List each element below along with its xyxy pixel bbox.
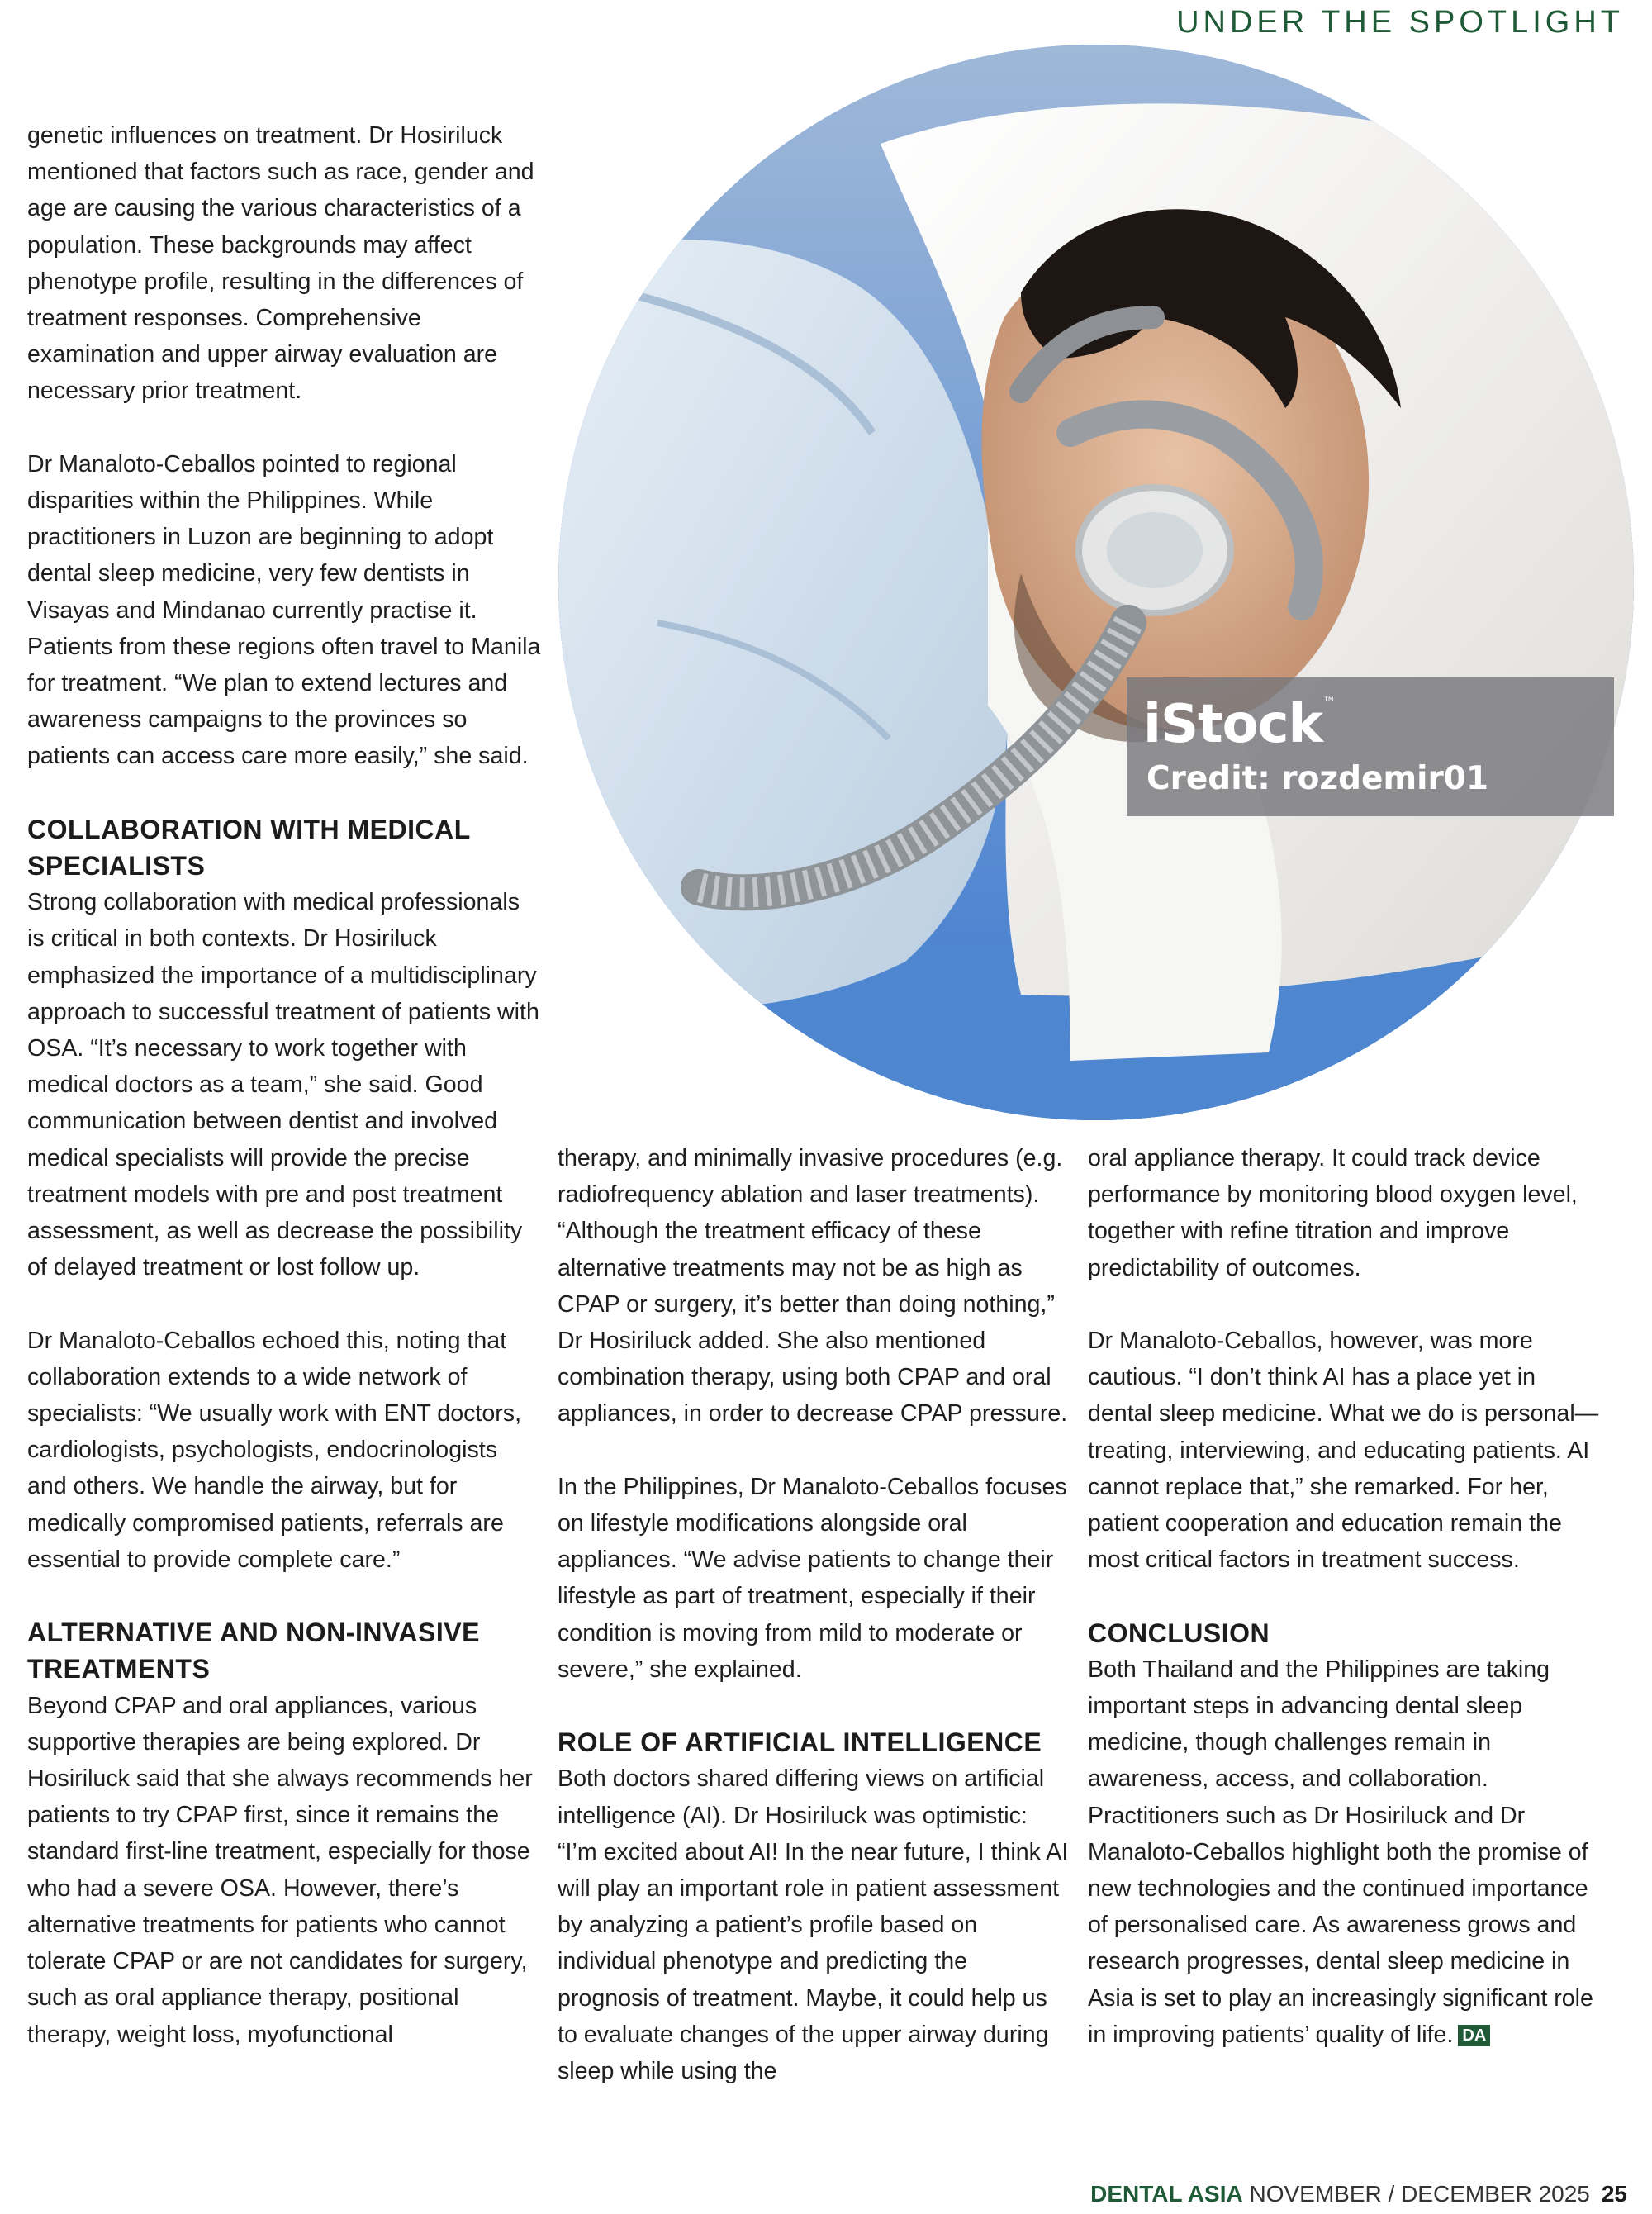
article-column-2 [558, 1140, 1071, 2089]
section-heading-alternative-treatments: ALTERNATIVE AND NON-INVASIVE TREATMENTS [27, 1618, 480, 1684]
issue-date: NOVEMBER / DECEMBER 2025 [1242, 2181, 1590, 2207]
trademark-mark: ™ [1322, 694, 1336, 710]
section-label: UNDER THE SPOTLIGHT [1176, 5, 1624, 40]
page-number: 25 [1601, 2181, 1627, 2207]
conclusion-text: Both Thailand and the Philippines are taking important steps in advancing dental sleep medicine, though challenges remain in awareness, access, and collaboration. Practitioners such as Dr Hosiriluck and Dr Manaloto-Ceballos highlight both the promise of new technologies and the continued importance of personalised care. As awareness grows and research progresses, dental sleep medicine in Asia is set to play an increasingly significant role in improving patients’ quality of life. [1088, 1656, 1593, 2048]
article-column-3 [1088, 1140, 1602, 2053]
body-paragraph: therapy, and minimally invasive procedures (e.g. radiofrequency ablation and laser treatments). “Although the treatment efficacy of these alternative treatments may not be as high as CPAP or surgery, it’s better than doing nothing,” Dr Hosiriluck added. She also mentioned combination therapy, using both CPAP and oral appliances, in order to decrease CPAP pressure. [558, 1145, 1068, 1428]
section-heading-collaboration: COLLABORATION WITH MEDICAL SPECIALISTS [27, 814, 471, 881]
body-paragraph: In the Philippines, Dr Manaloto-Ceballos focuses on lifestyle modifications alongside oral appliances. “We advise patients to change their lifestyle as part of treatment, especially if their condition is moving from mild to moderate or severe,” she explained. [558, 1473, 1067, 1683]
istock-logo: iStock™ [1143, 694, 1336, 755]
istock-watermark [1127, 677, 1614, 816]
photo-credit: Credit: rozdemir01 [1146, 760, 1489, 797]
body-paragraph: Dr Manaloto-Ceballos, however, was more cautious. “I don’t think AI has a place yet in dental sleep medicine. What we do is personal—treating, interviewing, and educating patients. AI cannot replace that,” she remarked. For her, patient cooperation and education remain the most critical factors in treatment success. [1088, 1328, 1599, 1574]
body-paragraph: Dr Manaloto-Ceballos pointed to regional disparities within the Philippines. While practitioners in Luzon are beginning to adopt dental sleep medicine, very few dentists in Visayas and Mindanao currently practise it. Patients from these regions often travel to Manila for treatment. “We plan to extend lectures and awareness campaigns to the provinces so patients can access care more easily,” she said. [27, 450, 541, 770]
body-paragraph: Both doctors shared differing views on artificial intelligence (AI). Dr Hosiriluck was optimistic: “I’m excited about AI! In the near future, I think AI will play an important role in patient assessment by analyzing a patient’s profile based on individual phenotype and predicting the prognosis of treatment. Maybe, it could help us to evaluate changes of the upper airway during sleep while using the [558, 1765, 1069, 2085]
body-paragraph [1088, 1651, 1602, 2053]
article-column-1 [27, 117, 541, 2053]
page-footer [1090, 2181, 1627, 2207]
end-mark-badge: DA [1458, 2025, 1490, 2046]
body-paragraph: oral appliance therapy. It could track device performance by monitoring blood oxygen level, together with refine titration and improve predictability of outcomes. [1088, 1145, 1578, 1281]
section-heading-ai: ROLE OF ARTIFICIAL INTELLIGENCE [558, 1727, 1042, 1758]
feature-photo [558, 45, 1634, 1120]
cpap-sleeper-illustration [558, 45, 1634, 1120]
body-paragraph: Dr Manaloto-Ceballos echoed this, noting that collaboration extends to a wide network of specialists: “We usually work with ENT doctors, cardiologists, psychologists, endocrinologists and others. We handle the airway, but for medically compromised patients, referrals are essential to provide complete care.” [27, 1327, 522, 1573]
body-paragraph: Beyond CPAP and oral appliances, various supportive therapies are being explored. Dr Hosiriluck said that she always recommends her patients to try CPAP first, since it remains the standard first-line treatment, especially for those who had a severe OSA. However, there’s alternative treatments for patients who cannot tolerate CPAP or are not candidates for surgery, such as oral appliance therapy, positional therapy, weight loss, myofunctional [27, 1692, 533, 2048]
body-paragraph: Strong collaboration with medical professionals is critical in both contexts. Dr Hosiriluck emphasized the importance of a multidisciplinary approach to successful treatment of patients with OSA. “It’s necessary to work together with medical doctors as a team,” she said. Good communication between dentist and involved medical specialists will provide the precise treatment models with pre and post treatment assessment, as well as decrease the possibility of delayed treatment or lost follow up. [27, 889, 539, 1281]
section-heading-conclusion: CONCLUSION [1088, 1618, 1270, 1648]
magazine-name: DENTAL ASIA [1090, 2181, 1243, 2207]
body-paragraph: genetic influences on treatment. Dr Hosiriluck mentioned that factors such as race, gender and age are causing the various characteristics of a population. These backgrounds may affect phenotype profile, resulting in the differences of treatment responses. Comprehensive examination and upper airway evaluation are necessary prior treatment. [27, 122, 534, 405]
